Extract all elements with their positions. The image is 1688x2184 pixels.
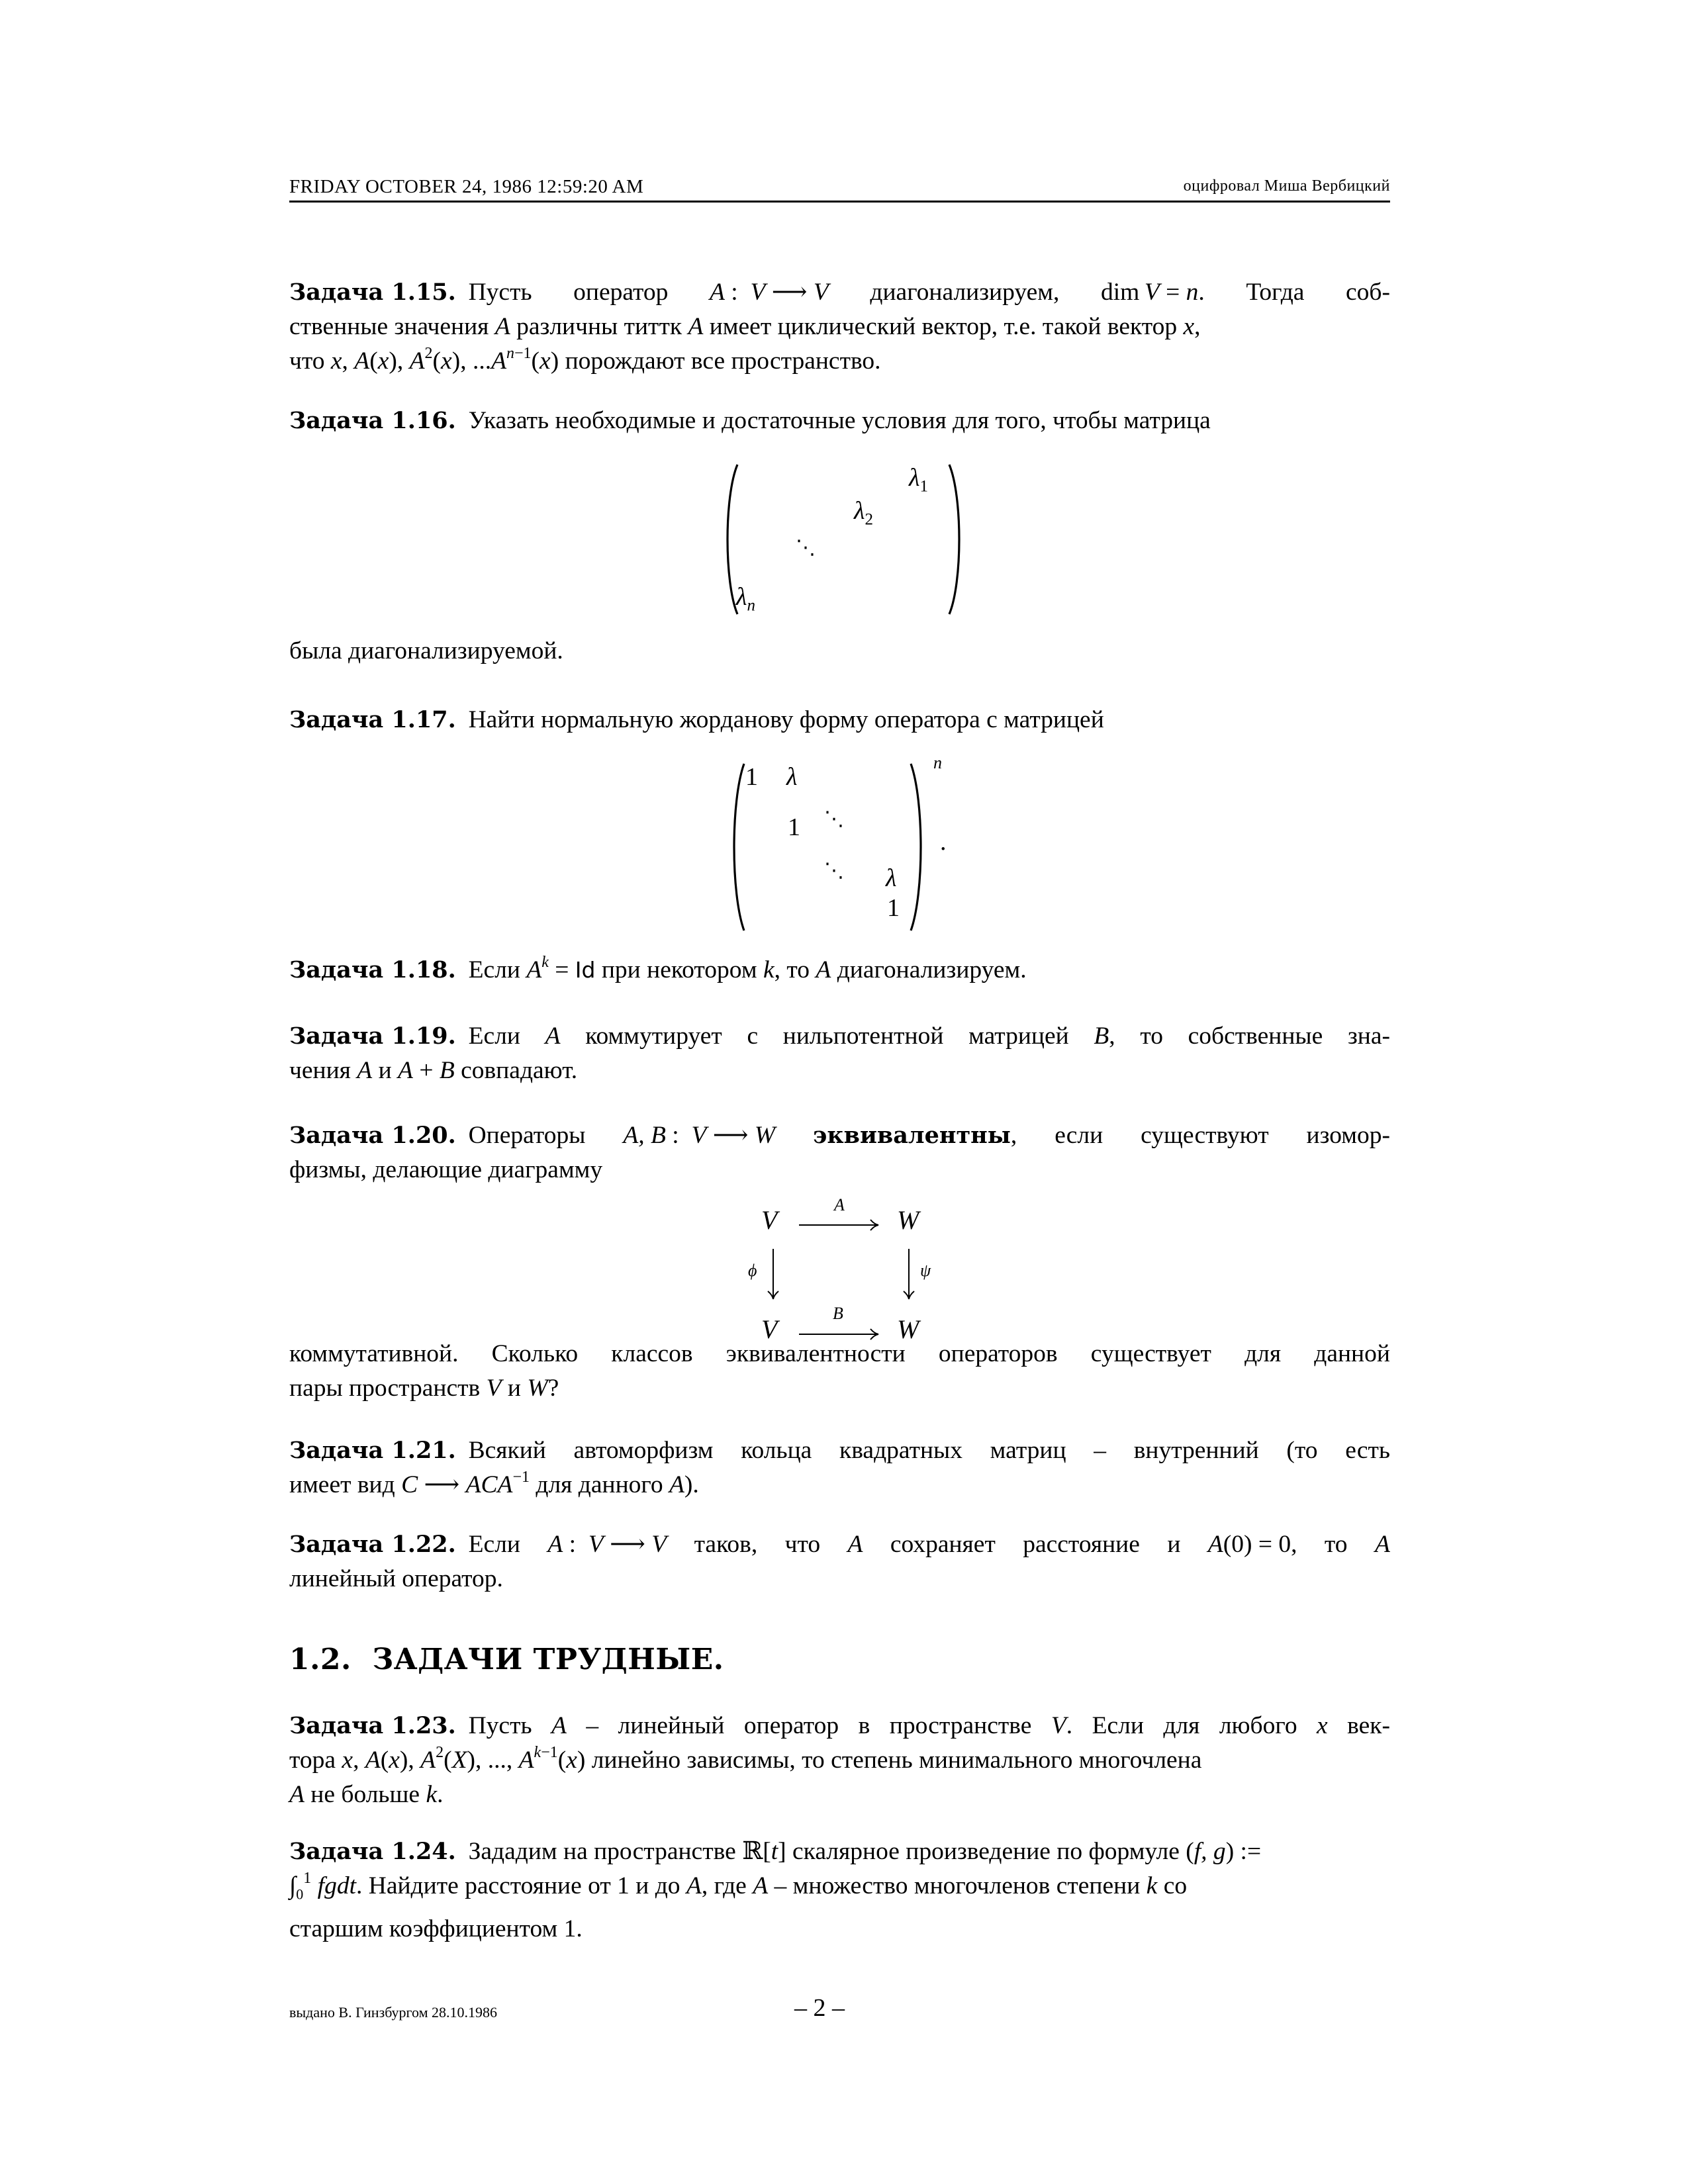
matrix-ddots: ⋱ bbox=[796, 536, 816, 559]
diagram-label-A: A bbox=[834, 1195, 845, 1214]
text-line: чения A и A + B совпадают. bbox=[289, 1057, 578, 1084]
text-line: старшим коэффициентом 1. bbox=[289, 1915, 583, 1942]
text-line: Задача 1.23. Пусть A – линейный оператор в пространстве V. Если для любого x век- bbox=[289, 1712, 1390, 1739]
matrix-entry-lambdan: $\lambda_n$ bbox=[736, 583, 755, 615]
diagram-node-W-bottom: W bbox=[897, 1314, 919, 1344]
text-line: Задача 1.15. Пусть оператор A : V ⟶ V диагонализируем, dim V = n. Тогда соб- bbox=[289, 279, 1390, 306]
matrix-entry: 1 bbox=[745, 763, 758, 791]
problem-1-16-after bbox=[289, 634, 1390, 668]
text-line: ственные значения A различны титтк A имеет циклический вектор, т.е. такой вектор x, bbox=[289, 313, 1201, 340]
problem-1-23 bbox=[289, 1709, 1390, 1812]
header-rule bbox=[289, 201, 1390, 203]
header-date: FRIDAY OCTOBER 24, 1986 12:59:20 AM bbox=[289, 176, 644, 197]
page-number: – 2 – bbox=[794, 1994, 845, 2022]
jordan-block-matrix bbox=[728, 753, 966, 933]
matrix-entry-lambda1: $\lambda_1$ bbox=[909, 464, 928, 496]
text-line: Задача 1.22. Если A : V ⟶ V таков, что A сохраняет расстояние и A(0) = 0, то A bbox=[289, 1531, 1390, 1558]
matrix-entry: λ bbox=[786, 763, 798, 791]
problem-1-22 bbox=[289, 1527, 1390, 1596]
text-line: Задача 1.19. Если A коммутирует с нильпотентной матрицей B, то собственные зна- bbox=[289, 1023, 1390, 1050]
problem-label: Задача 1.18. bbox=[289, 956, 456, 983]
running-header bbox=[289, 176, 1390, 203]
antidiagonal-matrix bbox=[722, 463, 966, 615]
text-line: линейный оператор. bbox=[289, 1565, 503, 1592]
section-heading bbox=[289, 1643, 724, 1676]
text-line: Задача 1.16. Указать необходимые и достаточные условия для того, чтобы матрица bbox=[289, 407, 1211, 434]
text-line: была диагонализируемой. bbox=[289, 637, 563, 664]
problem-1-20-after bbox=[289, 1337, 1390, 1406]
text-line: Задача 1.18. Если $A^k = Id$ при некотором k, то A диагонализируем. bbox=[289, 954, 1027, 983]
text-line: Задача 1.21. Всякий автоморфизм кольца квадратных матриц – внутренний (то есть bbox=[289, 1437, 1390, 1464]
commutative-diagram bbox=[728, 1191, 960, 1350]
diagram-label-phi: ϕ bbox=[748, 1261, 757, 1280]
arrow-down-icon bbox=[902, 1248, 915, 1300]
text-line: пары пространств V и W? bbox=[289, 1375, 559, 1402]
arrow-down-icon bbox=[767, 1248, 780, 1300]
matrix-ddots: ⋱ bbox=[824, 807, 844, 831]
problem-label: Задача 1.17. bbox=[289, 706, 456, 733]
matrix-ddots: ⋱ bbox=[824, 859, 844, 882]
text-line: что x, A(x), $A^2(x)$, $...A^{n-1}(x)$ порождают все пространство. bbox=[289, 345, 881, 375]
problem-label: Задача 1.19. bbox=[289, 1023, 456, 1050]
matrix-entry: λ bbox=[886, 864, 897, 892]
problem-1-20 bbox=[289, 1118, 1390, 1187]
section-number: 1.2. bbox=[289, 1643, 352, 1676]
problem-1-17 bbox=[289, 703, 1390, 737]
arrow-right-icon bbox=[798, 1218, 880, 1231]
diagram-node-W-top: W bbox=[897, 1205, 919, 1235]
header-digitizer: оцифровал Миша Вербицкий bbox=[1183, 177, 1390, 195]
problem-1-15 bbox=[289, 275, 1390, 379]
problem-label: Задача 1.21. bbox=[289, 1437, 456, 1464]
diagram-label-psi: ψ bbox=[920, 1261, 931, 1280]
problem-1-19 bbox=[289, 1019, 1390, 1088]
problem-1-21 bbox=[289, 1433, 1390, 1502]
right-paren bbox=[907, 761, 927, 933]
problem-label: Задача 1.20. bbox=[289, 1122, 456, 1149]
problem-1-16 bbox=[289, 404, 1390, 438]
text-line: имеет вид C ⟶ $ACA^{-1}$ для данного A). bbox=[289, 1469, 699, 1498]
text-line: Задача 1.17. Найти нормальную жорданову форму оператора с матрицей bbox=[289, 706, 1104, 733]
problem-label: Задача 1.16. bbox=[289, 407, 456, 434]
problem-1-18 bbox=[289, 953, 1390, 987]
section-title: ЗАДАЧИ ТРУДНЫЕ. bbox=[372, 1643, 724, 1676]
text-line: коммутативной. Сколько классов эквивалентности операторов существует для данной bbox=[289, 1340, 1390, 1367]
matrix-entry: 1 bbox=[887, 894, 900, 922]
bold-term: эквивалентны bbox=[813, 1122, 1011, 1149]
diagram-label-B: B bbox=[833, 1304, 843, 1323]
diagram-node-V-top: V bbox=[761, 1205, 778, 1235]
problem-label: Задача 1.24. bbox=[289, 1838, 456, 1865]
text-line: A не больше k. bbox=[289, 1781, 444, 1808]
problem-label: Задача 1.22. bbox=[289, 1531, 456, 1558]
footer-issued-by: выдано В. Гинзбургом 28.10.1986 bbox=[289, 2004, 498, 2021]
matrix-entry: 1 bbox=[788, 813, 800, 841]
right-paren bbox=[945, 463, 965, 615]
text-line: тора x, A(x), $A^2(X)$, ..., $A^{k-1}(x)$ линейно зависимы, то степень минимального многочлена bbox=[289, 1744, 1202, 1774]
text-line: $\int_0^1$ fgdt. Найдите расстояние от 1 и до A, где A – множество многочленов степени k со bbox=[289, 1870, 1188, 1903]
text-line: Задача 1.20. Операторы A, B : V ⟶ W эквивалентны, если существуют изомор- bbox=[289, 1122, 1390, 1149]
problem-1-24 bbox=[289, 1835, 1390, 1946]
problem-label: Задача 1.23. bbox=[289, 1712, 456, 1739]
text-line: физмы, делающие диаграмму bbox=[289, 1156, 603, 1183]
diagram-node-V-bottom: V bbox=[761, 1314, 778, 1344]
matrix-exponent: n bbox=[933, 753, 942, 772]
matrix-period: . bbox=[940, 828, 947, 856]
problem-label: Задача 1.15. bbox=[289, 279, 456, 306]
matrix-entry-lambda2: $\lambda_2$ bbox=[854, 497, 873, 529]
text-line: Задача 1.24. Зададим на пространстве ℝ[t] скалярное произведение по формуле (f, g) := bbox=[289, 1838, 1262, 1865]
